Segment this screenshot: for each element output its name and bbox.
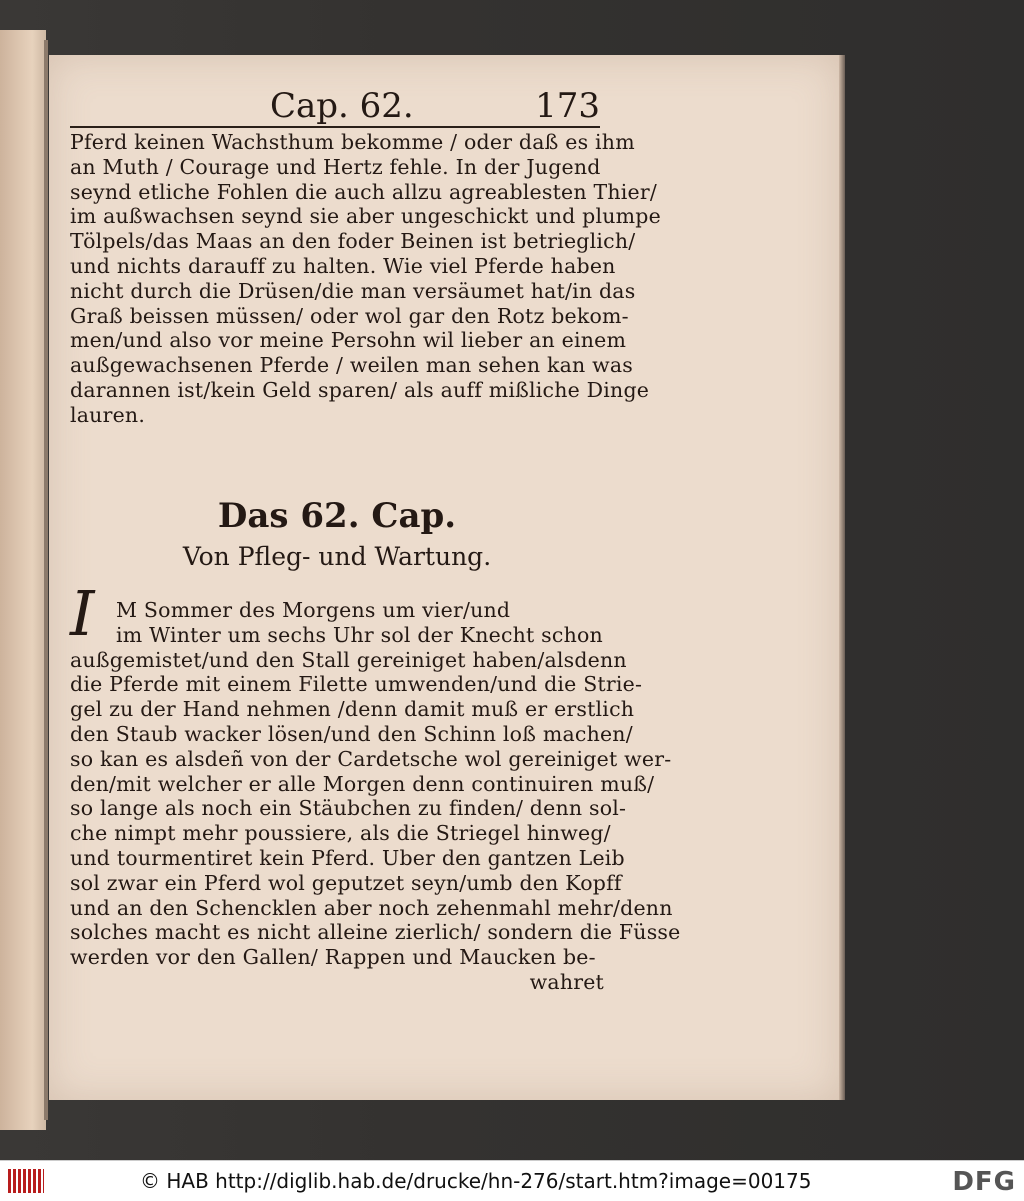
- dfg-logo: DFG: [952, 1167, 1016, 1197]
- top-paragraph: [70, 130, 661, 428]
- text-line: an Muth / Courage und Hertz fehle. In der Jugend: [70, 154, 601, 179]
- drop-cap-initial: I: [70, 577, 95, 650]
- text-line: nicht durch die Drüsen/die man versäumet hat/in das: [70, 278, 636, 303]
- body-paragraph: [70, 598, 681, 995]
- text-line: lauren.: [70, 402, 146, 427]
- text-line: im Winter um sechs Uhr sol der Knecht schon: [116, 622, 603, 647]
- text-line: che nimpt mehr poussiere, als die Striegel hinweg/: [70, 821, 611, 846]
- chapter-subtitle: Von Pfleg- und Wartung.: [182, 542, 492, 571]
- text-line: Tölpels/das Maas an den foder Beinen ist betrieglich/: [70, 229, 636, 254]
- text-line: men/und also vor meine Persohn wil lieber an einem: [70, 328, 627, 353]
- text-line: die Pferde mit einem Filette umwenden/und die Strie-: [70, 672, 643, 697]
- header-title: Cap. 62.: [270, 86, 414, 126]
- catchword: wahret: [529, 969, 604, 994]
- text-line: solches macht es nicht alleine zierlich/ sondern die Füsse: [70, 920, 681, 945]
- text-line: und tourmentiret kein Pferd. Uber den gantzen Leib: [70, 845, 625, 870]
- running-header: [70, 86, 600, 128]
- text-line: so kan es alsdeñ von der Cardetsche wol gereiniget wer-: [70, 746, 672, 771]
- footer-bar: [0, 1160, 1024, 1201]
- text-line: den/mit welcher er alle Morgen denn continuiren muß/: [70, 771, 655, 796]
- text-line: Pferd keinen Wachsthum bekomme / oder daß es ihm: [70, 130, 635, 154]
- book-gutter: [44, 40, 48, 1120]
- text-line: M Sommer des Morgens um vier/und: [116, 598, 511, 622]
- page-number: 173: [535, 86, 600, 126]
- text-line: und nichts darauff zu halten. Wie viel Pferde haben: [70, 253, 616, 278]
- text-line: außgemistet/und den Stall gereiniget haben/alsdenn: [70, 647, 627, 672]
- barcode-icon: [8, 1169, 44, 1193]
- text-line: so lange als noch ein Stäubchen zu finden/ denn sol-: [70, 796, 627, 821]
- text-line: Graß beissen müssen/ oder wol gar den Rotz bekom-: [70, 303, 629, 328]
- text-line: werden vor den Gallen/ Rappen und Maucken be-: [70, 945, 596, 970]
- facing-page-edge: [0, 30, 46, 1130]
- page-edge-shadow: [839, 55, 845, 1100]
- text-line: den Staub wacker lösen/und den Schinn loß machen/: [70, 721, 633, 746]
- text-line: außgewachsenen Pferde / weilen man sehen kan was: [70, 353, 634, 378]
- text-line: gel zu der Hand nehmen /denn damit muß er erstlich: [70, 697, 635, 722]
- text-line: und an den Schencklen aber noch zehenmahl mehr/denn: [70, 895, 673, 920]
- copyright-link[interactable]: © HAB http://diglib.hab.de/drucke/hn-276/start.htm?image=00175: [140, 1169, 812, 1193]
- chapter-title: Das 62. Cap.: [217, 496, 457, 536]
- text-line: im außwachsen seynd sie aber ungeschickt und plumpe: [70, 204, 661, 229]
- text-line: darannen ist/kein Geld sparen/ als auff mißliche Dinge: [70, 377, 650, 402]
- text-line: seynd etliche Fohlen die auch allzu agreablesten Thier/: [70, 179, 657, 204]
- text-line: sol zwar ein Pferd wol geputzet seyn/umb den Kopff: [70, 870, 622, 895]
